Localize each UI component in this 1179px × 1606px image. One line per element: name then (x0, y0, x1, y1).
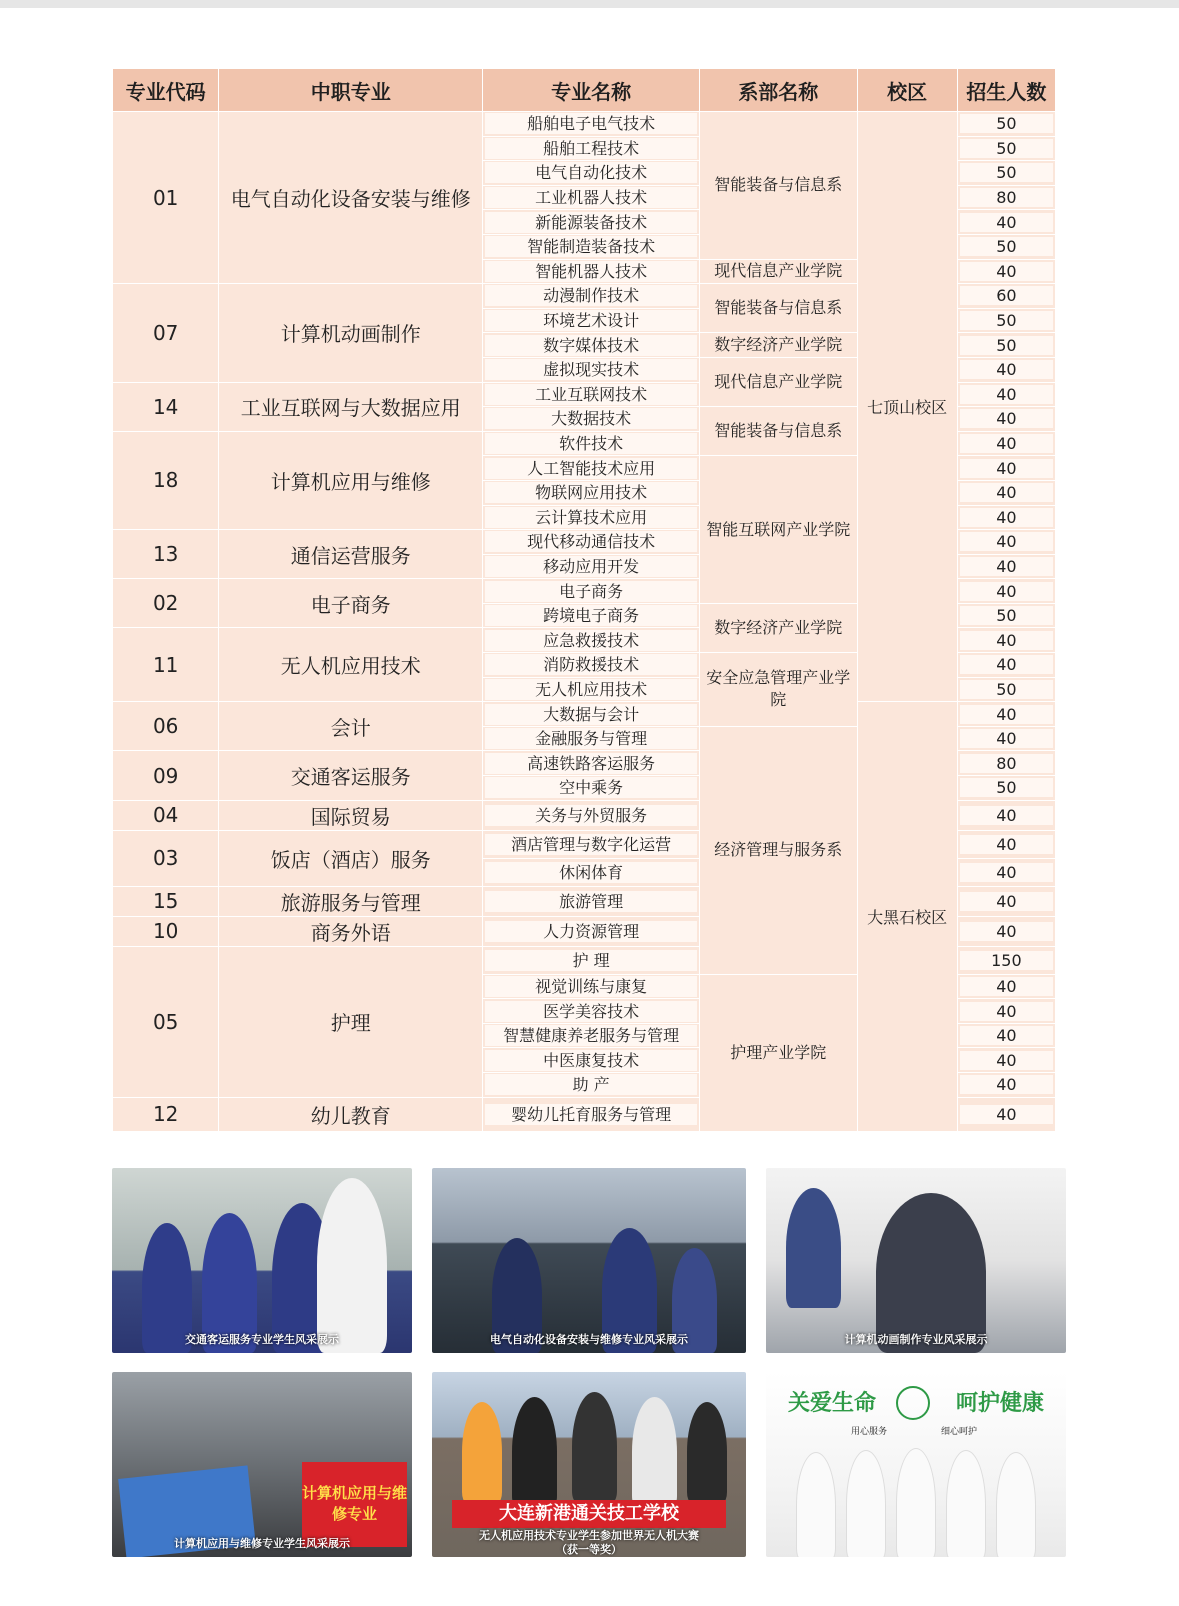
major-label: 金融服务与管理 (485, 728, 697, 749)
cell-count (957, 603, 1055, 628)
header-major: 专业名称 (483, 69, 700, 112)
cell-major (483, 284, 700, 309)
cell-major (483, 653, 700, 678)
cell-major (483, 1048, 700, 1073)
cell-code: 07 (113, 284, 219, 382)
photo-animation (766, 1168, 1066, 1353)
cell-count (957, 530, 1055, 555)
cell-major (483, 456, 700, 481)
cell-count (957, 308, 1055, 333)
major-label: 软件技术 (485, 433, 697, 454)
cell-major (483, 858, 700, 886)
cell-count (957, 382, 1055, 407)
school-banner: 大连新港通关技工学校 (452, 1500, 726, 1528)
cell-major (483, 677, 700, 702)
count-value: 150 (960, 951, 1053, 970)
cell-major (483, 210, 700, 235)
cell-count (957, 677, 1055, 702)
cell-code: 14 (113, 382, 219, 431)
cell-count (957, 357, 1055, 382)
cell-count (957, 505, 1055, 530)
count-value: 40 (960, 360, 1053, 379)
cell-major (483, 1023, 700, 1048)
cell-count (957, 999, 1055, 1024)
major-label: 旅游管理 (485, 891, 697, 912)
cell-count (957, 112, 1055, 137)
major-label: 现代移动通信技术 (485, 531, 697, 552)
cell-major (483, 357, 700, 382)
cell-major (483, 185, 700, 210)
cell-major (483, 136, 700, 161)
cell-major (483, 702, 700, 727)
cell-count (957, 554, 1055, 579)
cell-zhongzhi: 饭店（酒店）服务 (219, 830, 483, 886)
major-label: 动漫制作技术 (485, 285, 697, 306)
cell-dept: 现代信息产业学院 (700, 259, 858, 284)
cell-zhongzhi: 旅游服务与管理 (219, 886, 483, 916)
sub-right: 细心呵护 (941, 1427, 978, 1437)
major-label: 跨境电子商务 (485, 605, 697, 626)
cell-major (483, 308, 700, 333)
cell-major (483, 530, 700, 555)
cell-major (483, 999, 700, 1024)
major-label: 虚拟现实技术 (485, 359, 697, 380)
cell-count (957, 136, 1055, 161)
count-value: 40 (960, 1105, 1053, 1124)
photo-nursing (766, 1372, 1066, 1557)
major-label: 智能制造装备技术 (485, 236, 697, 257)
cell-major (483, 776, 700, 801)
major-label: 工业机器人技术 (485, 187, 697, 208)
cell-dept: 智能装备与信息系 (700, 112, 858, 260)
cell-major (483, 579, 700, 604)
cell-code: 05 (113, 946, 219, 1097)
header-row (113, 69, 1056, 112)
cell-major (483, 161, 700, 186)
count-value: 40 (960, 409, 1053, 428)
major-label: 船舶工程技术 (485, 138, 697, 159)
count-value: 40 (960, 892, 1053, 911)
cell-zhongzhi: 护理 (219, 946, 483, 1097)
cell-count (957, 653, 1055, 678)
count-value: 50 (960, 336, 1053, 355)
cell-dept: 数字经济产业学院 (700, 333, 858, 358)
photo-electrical (432, 1168, 746, 1353)
cell-major (483, 382, 700, 407)
cell-major (483, 946, 700, 974)
header-zhongzhi: 中职专业 (219, 69, 483, 112)
cell-code: 11 (113, 628, 219, 702)
photo-caption: 计算机应用与维修专业学生风采展示 (174, 1537, 350, 1550)
cell-major (483, 974, 700, 999)
cell-major (483, 916, 700, 946)
cell-major (483, 480, 700, 505)
major-label: 电子商务 (485, 581, 697, 602)
count-value: 40 (960, 806, 1053, 825)
major-label: 数字媒体技术 (485, 335, 697, 356)
cell-code: 09 (113, 751, 219, 800)
count-value: 50 (960, 114, 1053, 133)
table-row (113, 112, 1056, 137)
cell-major (483, 1097, 700, 1131)
photo-caption: 无人机应用技术专业学生参加世界无人机大赛 (479, 1529, 699, 1542)
photo-caption: 电气自动化设备安装与维修专业风采展示 (490, 1333, 688, 1346)
major-label: 关务与外贸服务 (485, 805, 697, 826)
major-label: 高速铁路客运服务 (485, 753, 697, 774)
cell-count (957, 858, 1055, 886)
count-value: 50 (960, 606, 1053, 625)
major-label: 船舶电子电气技术 (485, 113, 697, 134)
cell-count (957, 830, 1055, 858)
major-label: 新能源装备技术 (485, 212, 697, 233)
count-value: 40 (960, 557, 1053, 576)
cell-count (957, 702, 1055, 727)
count-value: 40 (960, 434, 1053, 453)
count-value: 40 (960, 1075, 1053, 1094)
cell-major (483, 407, 700, 432)
cell-zhongzhi: 计算机应用与维修 (219, 431, 483, 529)
count-value: 50 (960, 778, 1053, 797)
cell-count (957, 161, 1055, 186)
sub-left: 用心服务 (851, 1427, 888, 1437)
cell-count (957, 456, 1055, 481)
major-label: 护 理 (485, 950, 697, 971)
cell-major (483, 886, 700, 916)
cell-count (957, 210, 1055, 235)
cell-code: 18 (113, 431, 219, 529)
enrollment-table (112, 68, 1056, 1132)
header-dept: 系部名称 (700, 69, 858, 112)
count-value: 40 (960, 631, 1053, 650)
count-value: 40 (960, 705, 1053, 724)
count-value: 40 (960, 508, 1053, 527)
cell-major (483, 112, 700, 137)
cell-major (483, 505, 700, 530)
count-value: 40 (960, 1051, 1053, 1070)
cell-major (483, 830, 700, 858)
cell-zhongzhi: 电气自动化设备安装与维修 (219, 112, 483, 284)
major-label: 婴幼儿托育服务与管理 (485, 1104, 697, 1125)
cell-major (483, 333, 700, 358)
cell-code: 03 (113, 830, 219, 886)
cell-code: 15 (113, 886, 219, 916)
cell-zhongzhi: 无人机应用技术 (219, 628, 483, 702)
count-value: 50 (960, 680, 1053, 699)
cell-dept: 安全应急管理产业学院 (700, 653, 858, 727)
cell-zhongzhi: 工业互联网与大数据应用 (219, 382, 483, 431)
cell-count (957, 1073, 1055, 1098)
count-value: 50 (960, 139, 1053, 158)
count-value: 50 (960, 311, 1053, 330)
table-row (113, 702, 1056, 727)
major-label: 休闲体育 (485, 862, 697, 883)
cell-dept: 智能互联网产业学院 (700, 456, 858, 604)
cell-major (483, 603, 700, 628)
count-value: 40 (960, 262, 1053, 281)
emblem-icon (896, 1386, 930, 1420)
cell-dept: 数字经济产业学院 (700, 603, 858, 652)
cell-dept: 智能装备与信息系 (700, 407, 858, 456)
cell-count (957, 974, 1055, 999)
count-value: 40 (960, 729, 1053, 748)
cell-major (483, 1073, 700, 1098)
major-label: 人工智能技术应用 (485, 458, 697, 479)
cell-zhongzhi: 计算机动画制作 (219, 284, 483, 382)
header-campus: 校区 (857, 69, 957, 112)
major-label: 电气自动化技术 (485, 162, 697, 183)
cell-count (957, 579, 1055, 604)
cell-code: 02 (113, 579, 219, 628)
major-label: 助 产 (485, 1074, 697, 1095)
cell-code: 10 (113, 916, 219, 946)
cell-count (957, 333, 1055, 358)
cell-count (957, 628, 1055, 653)
count-value: 40 (960, 977, 1053, 996)
major-label: 移动应用开发 (485, 556, 697, 577)
cell-count (957, 726, 1055, 751)
count-value: 40 (960, 483, 1053, 502)
photo-caption: 交通客运服务专业学生风采展示 (185, 1333, 339, 1346)
major-label: 应急救援技术 (485, 630, 697, 651)
count-value: 80 (960, 188, 1053, 207)
cell-count (957, 185, 1055, 210)
cell-major (483, 800, 700, 830)
major-label: 无人机应用技术 (485, 679, 697, 700)
count-value: 40 (960, 863, 1053, 882)
photo-caption-2: （获一等奖） (556, 1543, 622, 1556)
cell-zhongzhi: 交通客运服务 (219, 751, 483, 800)
count-value: 40 (960, 213, 1053, 232)
major-label: 智能机器人技术 (485, 261, 697, 282)
cell-dept: 经济管理与服务系 (700, 726, 858, 974)
cell-major (483, 259, 700, 284)
cell-count (957, 800, 1055, 830)
cell-code: 13 (113, 530, 219, 579)
major-label: 工业互联网技术 (485, 384, 697, 405)
count-value: 60 (960, 286, 1053, 305)
cell-count (957, 431, 1055, 456)
major-label: 空中乘务 (485, 777, 697, 798)
major-label: 中医康复技术 (485, 1050, 697, 1071)
cell-count (957, 946, 1055, 974)
cell-count (957, 751, 1055, 776)
cell-count (957, 407, 1055, 432)
cell-zhongzhi: 会计 (219, 702, 483, 751)
cell-zhongzhi: 通信运营服务 (219, 530, 483, 579)
cell-code: 01 (113, 112, 219, 284)
major-label: 环境艺术设计 (485, 310, 697, 331)
count-value: 40 (960, 459, 1053, 478)
cell-zhongzhi: 商务外语 (219, 916, 483, 946)
major-label: 酒店管理与数字化运营 (485, 834, 697, 855)
major-label: 大数据与会计 (485, 704, 697, 725)
count-value: 40 (960, 532, 1053, 551)
count-value: 50 (960, 163, 1053, 182)
slogan-left: 关爱生命 (788, 1391, 877, 1416)
major-label: 医学美容技术 (485, 1001, 697, 1022)
cell-zhongzhi: 国际贸易 (219, 800, 483, 830)
cell-zhongzhi: 电子商务 (219, 579, 483, 628)
cell-count (957, 259, 1055, 284)
major-label: 云计算技术应用 (485, 507, 697, 528)
cell-code: 12 (113, 1097, 219, 1131)
count-value: 80 (960, 754, 1053, 773)
photo-computer-app (112, 1372, 412, 1557)
cell-count (957, 916, 1055, 946)
photo-traffic-service (112, 1168, 412, 1353)
cell-count (957, 234, 1055, 259)
count-value: 40 (960, 1002, 1053, 1021)
cell-code: 04 (113, 800, 219, 830)
cell-count (957, 480, 1055, 505)
slogan-right: 呵护健康 (955, 1391, 1044, 1416)
count-value: 40 (960, 655, 1053, 674)
cell-dept: 智能装备与信息系 (700, 284, 858, 333)
photo-drone (432, 1372, 746, 1557)
cell-zhongzhi: 幼儿教育 (219, 1097, 483, 1131)
cell-count (957, 284, 1055, 309)
cell-major (483, 628, 700, 653)
cell-code: 06 (113, 702, 219, 751)
photo-caption: 计算机动画制作专业风采展示 (844, 1333, 988, 1346)
count-value: 40 (960, 582, 1053, 601)
count-value: 40 (960, 385, 1053, 404)
header-count: 招生人数 (957, 69, 1055, 112)
cell-count (957, 886, 1055, 916)
count-value: 50 (960, 237, 1053, 256)
major-label: 消防救援技术 (485, 654, 697, 675)
cell-major (483, 751, 700, 776)
cell-major (483, 431, 700, 456)
count-value: 40 (960, 835, 1053, 854)
major-label: 视觉训练与康复 (485, 976, 697, 997)
cell-count (957, 1048, 1055, 1073)
major-label: 大数据技术 (485, 408, 697, 429)
cell-major (483, 234, 700, 259)
major-label: 人力资源管理 (485, 921, 697, 942)
count-value: 40 (960, 922, 1053, 941)
cell-major (483, 554, 700, 579)
major-label: 物联网应用技术 (485, 482, 697, 503)
cell-dept: 现代信息产业学院 (700, 357, 858, 406)
cell-count (957, 776, 1055, 801)
major-label: 智慧健康养老服务与管理 (485, 1025, 697, 1046)
cell-major (483, 726, 700, 751)
cell-campus: 大黑石校区 (857, 702, 957, 1131)
header-code: 专业代码 (113, 69, 219, 112)
cell-count (957, 1097, 1055, 1131)
count-value: 40 (960, 1026, 1053, 1045)
cell-dept: 护理产业学院 (700, 974, 858, 1131)
red-flag: 计算机应用与维修专业 (302, 1462, 407, 1547)
cell-count (957, 1023, 1055, 1048)
cell-campus: 七顶山校区 (857, 112, 957, 702)
